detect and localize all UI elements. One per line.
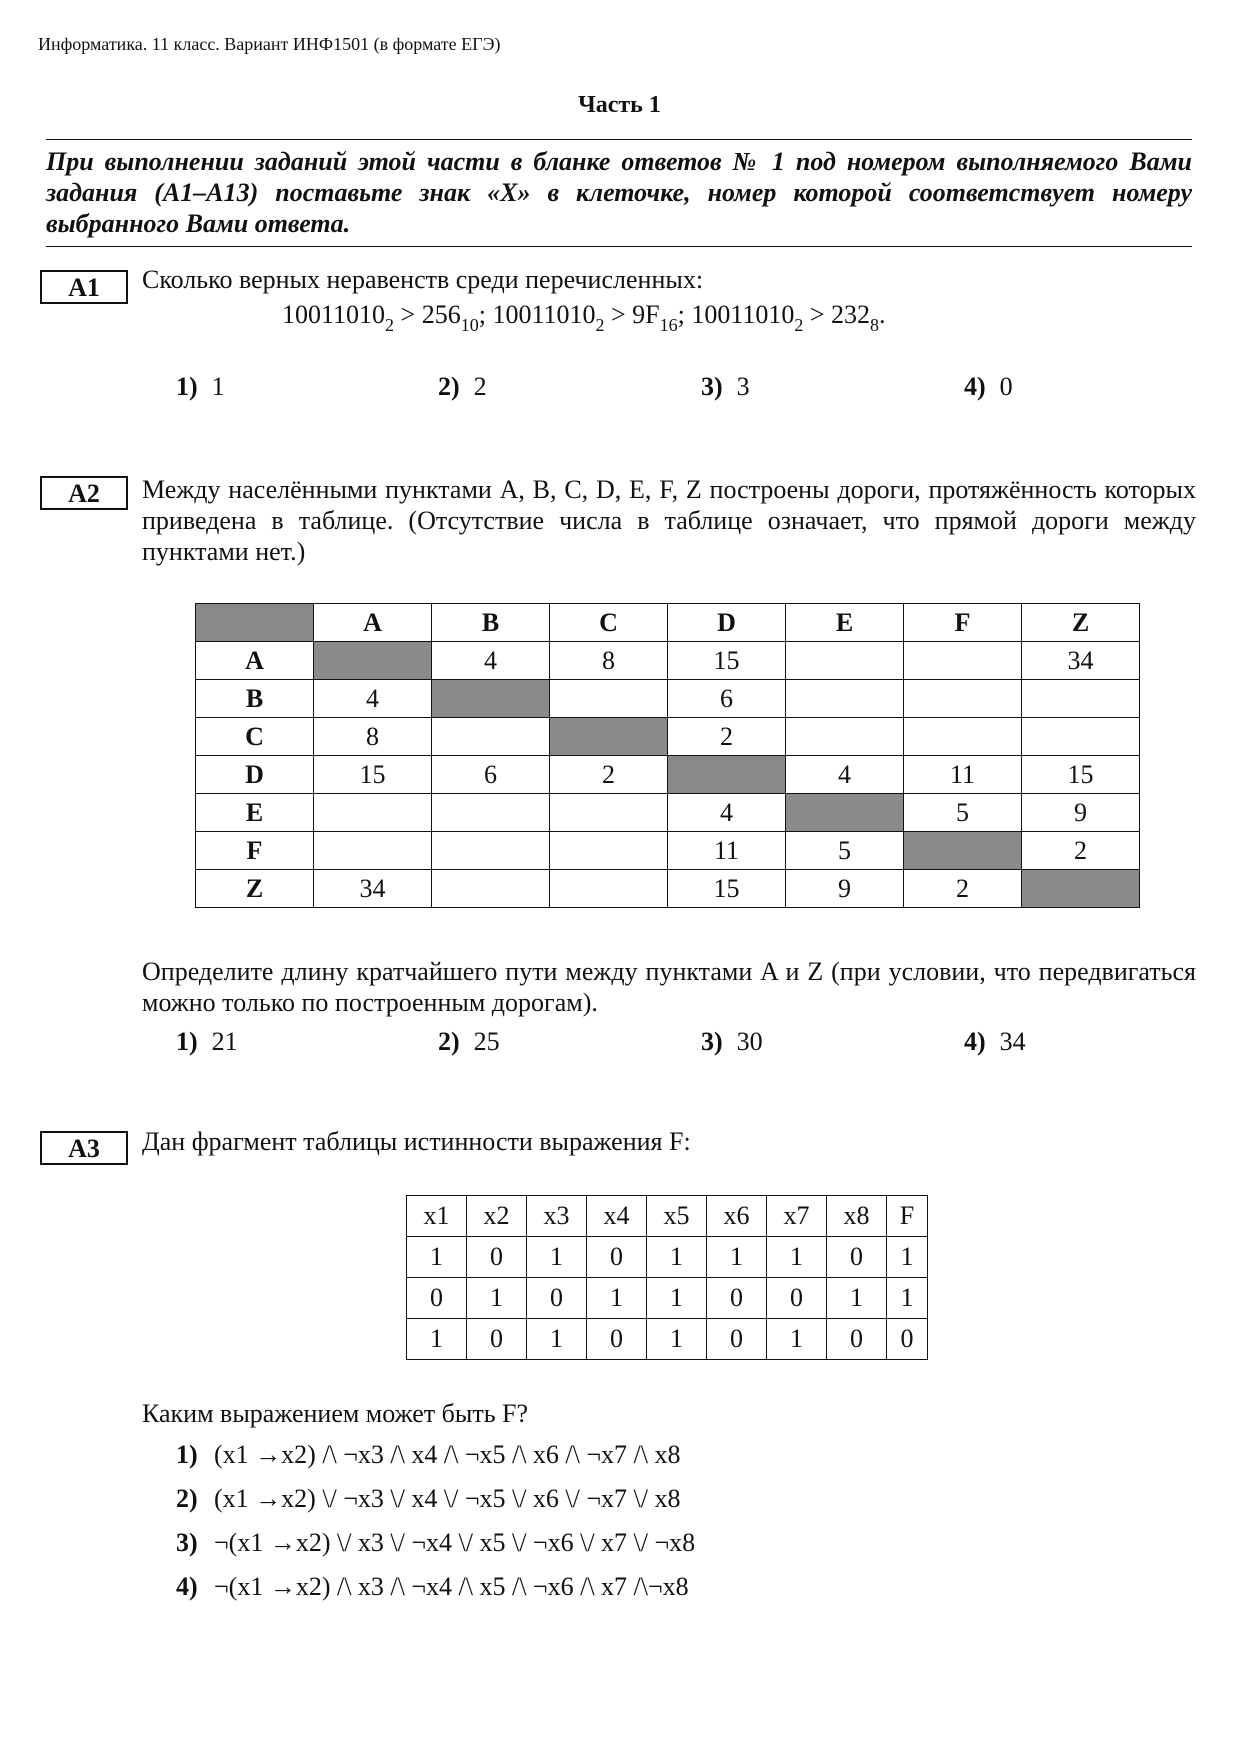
distance-cell: 15 xyxy=(1022,756,1140,794)
truth-cell: 1 xyxy=(827,1278,887,1319)
table-row xyxy=(407,1278,928,1319)
truth-cell: 1 xyxy=(527,1319,587,1360)
a2-answer-4[interactable]: 4) 34 xyxy=(964,1027,1026,1056)
truth-cell: 1 xyxy=(647,1237,707,1278)
truth-cell: 0 xyxy=(407,1278,467,1319)
row-header: A xyxy=(196,642,314,680)
distance-cell xyxy=(314,794,432,832)
truth-cell: 1 xyxy=(887,1278,928,1319)
distance-cell: 5 xyxy=(786,832,904,870)
distance-cell xyxy=(786,642,904,680)
page-header: Информатика. 11 класс. Вариант ИНФ1501 (в формате ЕГЭ) xyxy=(38,34,501,54)
table-row xyxy=(196,756,1140,794)
col-header: C xyxy=(550,604,668,642)
task-a1-formula: $10011010_2 > 256_{10}$; $10011010_2 > 9F_{16}$; $10011010_2 > 232_8$. xyxy=(282,300,886,335)
truth-cell: 0 xyxy=(467,1319,527,1360)
truth-cell: 0 xyxy=(587,1237,647,1278)
distance-cell: 2 xyxy=(668,718,786,756)
distance-cell: 4 xyxy=(314,680,432,718)
col-header: E xyxy=(786,604,904,642)
table-row xyxy=(196,680,1140,718)
distance-cell xyxy=(904,718,1022,756)
a1-answer-2[interactable]: 2) 2 xyxy=(438,372,487,401)
truth-cell: 1 xyxy=(767,1319,827,1360)
table-row xyxy=(407,1319,928,1360)
distance-cell: 2 xyxy=(904,870,1022,908)
distance-cell xyxy=(432,794,550,832)
truth-header: x3 xyxy=(527,1196,587,1237)
table-row xyxy=(196,870,1140,908)
distance-cell: 6 xyxy=(432,756,550,794)
task-a2-question: Между населёнными пунктами A, B, C, D, E, F, Z построены дороги, протяжённость которых приведена в таблице. (Отсутствие числа в таблице означает, что прямой дороги между пунктами нет.) xyxy=(142,475,1196,566)
distance-cell: 15 xyxy=(314,756,432,794)
bottom-divider xyxy=(46,246,1192,247)
a3-option-4[interactable]: 4) ¬(x1 →x2) /\ x3 /\ ¬x4 /\ x5 /\ ¬x6 /\ x7 /\¬x8 xyxy=(176,1572,689,1601)
distance-cell: 34 xyxy=(1022,642,1140,680)
task-a1-question: Сколько верных неравенств среди перечисленных: xyxy=(142,265,704,294)
table-row xyxy=(196,642,1140,680)
truth-cell: 1 xyxy=(707,1237,767,1278)
diagonal-cell xyxy=(432,680,550,718)
truth-cell: 0 xyxy=(467,1237,527,1278)
truth-table xyxy=(406,1195,928,1360)
truth-cell: 1 xyxy=(767,1237,827,1278)
a2-answer-3[interactable]: 3) 30 xyxy=(701,1027,763,1056)
distance-cell: 8 xyxy=(550,642,668,680)
distance-cell xyxy=(314,832,432,870)
diagonal-cell xyxy=(668,756,786,794)
truth-header: x4 xyxy=(587,1196,647,1237)
a2-answer-1[interactable]: 1) 21 xyxy=(176,1027,238,1056)
corner-cell xyxy=(196,604,314,642)
truth-cell: 0 xyxy=(767,1278,827,1319)
truth-cell: 0 xyxy=(827,1319,887,1360)
row-header: D xyxy=(196,756,314,794)
task-a3-followup: Каким выражением может быть F? xyxy=(142,1399,529,1428)
distance-cell xyxy=(786,718,904,756)
truth-cell: 0 xyxy=(887,1319,928,1360)
distance-cell xyxy=(550,832,668,870)
truth-header: F xyxy=(887,1196,928,1237)
truth-cell: 1 xyxy=(647,1319,707,1360)
task-a1-label: A1 xyxy=(40,270,128,304)
truth-cell: 1 xyxy=(647,1278,707,1319)
truth-cell: 0 xyxy=(527,1278,587,1319)
distance-cell xyxy=(904,642,1022,680)
distance-cell: 4 xyxy=(668,794,786,832)
distance-cell xyxy=(550,870,668,908)
row-header: C xyxy=(196,718,314,756)
diagonal-cell xyxy=(786,794,904,832)
distance-cell: 11 xyxy=(668,832,786,870)
col-header: A xyxy=(314,604,432,642)
distance-cell xyxy=(550,794,668,832)
distance-header-row xyxy=(196,604,1140,642)
a1-answer-3[interactable]: 3) 3 xyxy=(701,372,750,401)
col-header: F xyxy=(904,604,1022,642)
distance-cell: 4 xyxy=(786,756,904,794)
distance-cell: 5 xyxy=(904,794,1022,832)
distance-cell: 34 xyxy=(314,870,432,908)
table-row xyxy=(407,1237,928,1278)
distance-cell xyxy=(432,718,550,756)
distance-cell xyxy=(1022,680,1140,718)
row-header: Z xyxy=(196,870,314,908)
truth-cell: 0 xyxy=(587,1319,647,1360)
diagonal-cell xyxy=(904,832,1022,870)
task-a3-question: Дан фрагмент таблицы истинности выражения F: xyxy=(142,1127,691,1156)
row-header: E xyxy=(196,794,314,832)
truth-cell: 1 xyxy=(587,1278,647,1319)
top-divider xyxy=(46,139,1192,140)
distance-cell xyxy=(1022,718,1140,756)
col-header: D xyxy=(668,604,786,642)
diagonal-cell xyxy=(1022,870,1140,908)
distance-table xyxy=(195,603,1140,908)
row-header: B xyxy=(196,680,314,718)
part-title: Часть 1 xyxy=(578,92,661,118)
truth-header-row xyxy=(407,1196,928,1237)
truth-cell: 0 xyxy=(707,1278,767,1319)
a3-option-1[interactable]: 1) (x1 →x2) /\ ¬x3 /\ x4 /\ ¬x5 /\ x6 /\ ¬x7 /\ x8 xyxy=(176,1440,681,1469)
distance-cell xyxy=(550,680,668,718)
distance-cell xyxy=(786,680,904,718)
truth-cell: 1 xyxy=(527,1237,587,1278)
truth-header: x5 xyxy=(647,1196,707,1237)
a3-option-3[interactable]: 3) ¬(x1 →x2) \/ x3 \/ ¬x4 \/ x5 \/ ¬x6 \/ x7 \/ ¬x8 xyxy=(176,1528,696,1557)
col-header: B xyxy=(432,604,550,642)
distance-cell: 9 xyxy=(786,870,904,908)
distance-cell: 15 xyxy=(668,642,786,680)
distance-cell: 2 xyxy=(1022,832,1140,870)
truth-cell: 1 xyxy=(887,1237,928,1278)
diagonal-cell xyxy=(550,718,668,756)
table-row xyxy=(196,832,1140,870)
distance-cell: 8 xyxy=(314,718,432,756)
truth-header: x1 xyxy=(407,1196,467,1237)
truth-header: x7 xyxy=(767,1196,827,1237)
row-header: F xyxy=(196,832,314,870)
a2-answer-2[interactable]: 2) 25 xyxy=(438,1027,500,1056)
truth-header: x2 xyxy=(467,1196,527,1237)
distance-cell: 2 xyxy=(550,756,668,794)
truth-cell: 1 xyxy=(467,1278,527,1319)
truth-header: x6 xyxy=(707,1196,767,1237)
truth-cell: 0 xyxy=(707,1319,767,1360)
distance-cell: 6 xyxy=(668,680,786,718)
col-header: Z xyxy=(1022,604,1140,642)
task-a3-label: A3 xyxy=(40,1131,128,1165)
truth-cell: 1 xyxy=(407,1237,467,1278)
a1-answer-4[interactable]: 4) 0 xyxy=(964,372,1013,401)
task-a2-followup: Определите длину кратчайшего пути между пунктами A и Z (при условии, что передвигаться можно только по построенным дорогам). xyxy=(142,957,1196,1017)
distance-cell: 4 xyxy=(432,642,550,680)
truth-cell: 0 xyxy=(827,1237,887,1278)
distance-cell xyxy=(904,680,1022,718)
instructions: При выполнении заданий этой части в бланке ответов № 1 под номером выполняемого Вами задания (А1–А13) поставьте знак «X» в клеточке, номер которой соответствует номеру выбранного Вами ответа. xyxy=(46,147,1192,238)
distance-cell: 11 xyxy=(904,756,1022,794)
distance-cell xyxy=(432,870,550,908)
table-row xyxy=(196,718,1140,756)
a3-option-2[interactable]: 2) (x1 →x2) \/ ¬x3 \/ x4 \/ ¬x5 \/ x6 \/ ¬x7 \/ x8 xyxy=(176,1484,681,1513)
distance-cell: 15 xyxy=(668,870,786,908)
distance-cell: 9 xyxy=(1022,794,1140,832)
table-row xyxy=(196,794,1140,832)
distance-cell xyxy=(432,832,550,870)
diagonal-cell xyxy=(314,642,432,680)
a1-answer-1[interactable]: 1) 1 xyxy=(176,372,225,401)
truth-cell: 1 xyxy=(407,1319,467,1360)
truth-header: x8 xyxy=(827,1196,887,1237)
task-a2-label: A2 xyxy=(40,476,128,510)
